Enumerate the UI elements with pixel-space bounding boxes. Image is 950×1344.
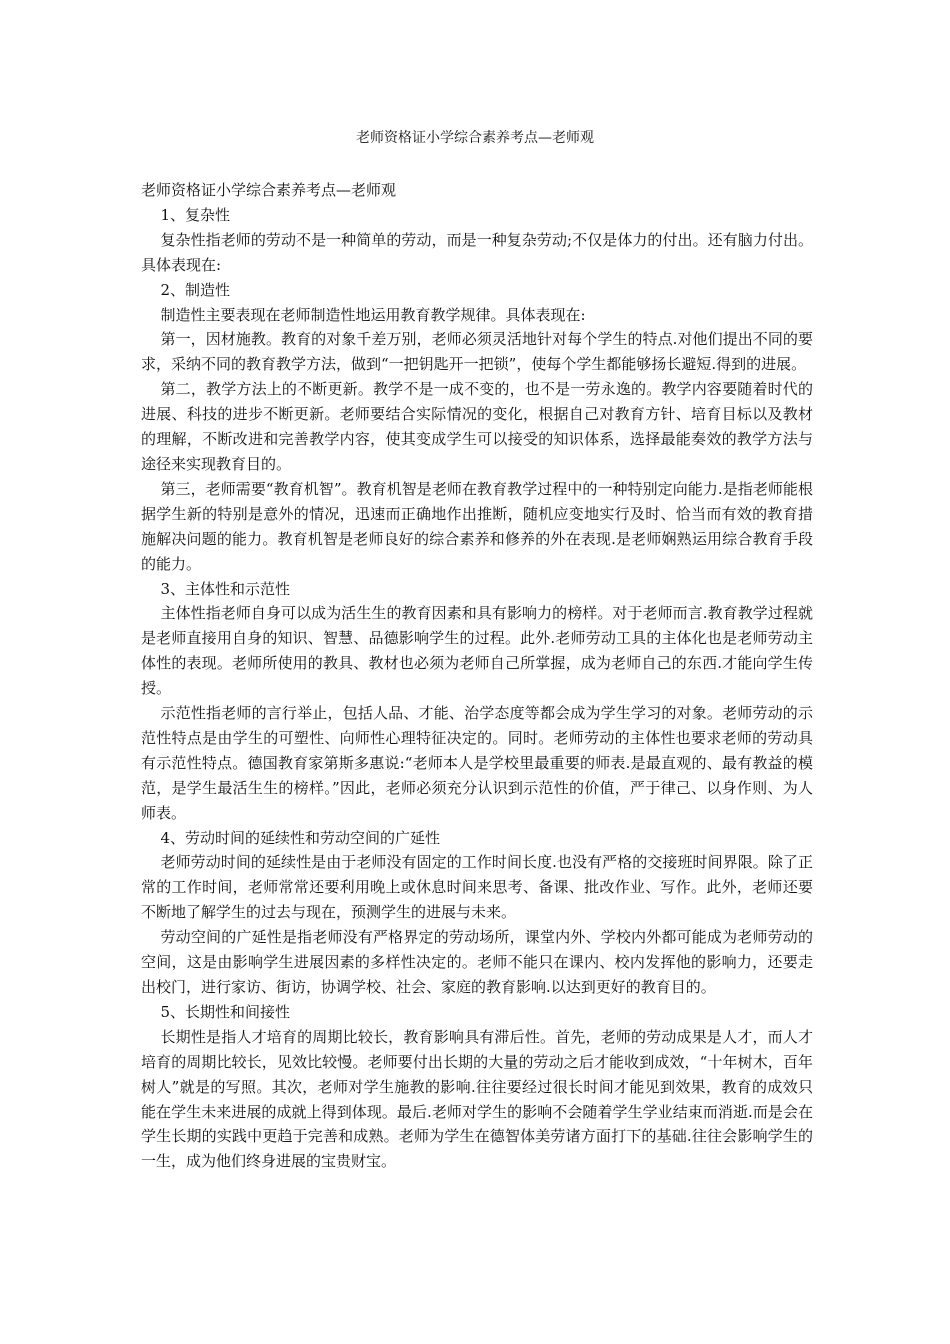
paragraph: 主体性指老师自身可以成为活生生的教育因素和具有影响力的榜样。对于老师而言.教育教学过程就是老师直接用自身的知识、智慧、品德影响学生的过程。此外.老师劳动工具的主体化也是老师劳动主体性的表现。老师所使用的教具、教材也必须为老师自己所掌握，成为老师自己的东西.才能向学生传授。 [141, 604, 813, 698]
paragraph: 第一，因材施教。教育的对象千差万别，老师必须灵活地针对每个学生的特点.对他们提出不同的要求，采纳不同的教育教学方法，做到“一把钥匙开一把锁”，使每个学生都能够扬长避短.得到的进展。 [141, 330, 813, 374]
section-heading-continuity: 4、劳动时间的延续性和劳动空间的广延性 [160, 828, 441, 847]
paragraph: 劳动空间的广延性是指老师没有严格界定的劳动场所，课堂内外、学校内外都可能成为老师劳动的空间，这是由影响学生进展因素的多样性决定的。老师不能只在课内、校内发挥他的影响力，还要走出校门，进行家访、街访，协调学校、社会、家庭的教育影响.以达到更好的教育目的。 [141, 928, 813, 996]
document-title: 老师资格证小学综合素养考点—老师观 [356, 130, 594, 146]
section-heading-subjectivity: 3、主体性和示范性 [160, 579, 291, 598]
document-body [141, 178, 813, 1174]
section-heading-complexity: 1、复杂性 [160, 205, 231, 224]
paragraph: 第二，教学方法上的不断更新。教学不是一成不变的，也不是一劳永逸的。教学内容要随着时代的进展、科技的进步不断更新。老师要结合实际情况的变化，根据自己对教育方针、培育目标以及教材的理解，不断改进和完善教学内容，使其变成学生可以接受的知识体系，选择最能奏效的教学方法与途径来实现教育目的。 [141, 380, 813, 473]
document-subtitle: 老师资格证小学综合素养考点—老师观 [141, 181, 397, 199]
paragraph: 制造性主要表现在老师制造性地运用教育教学规律。具体表现在: [160, 305, 586, 324]
paragraph: 复杂性指老师的劳动不是一种简单的劳动，而是一种复杂劳动;不仅是体力的付出。还有脑力付出。具体表现在: [141, 230, 813, 274]
paragraph: 长期性是指人才培育的周期比较长，教育影响具有滞后性。首先，老师的劳动成果是人才，而人才培育的周期比较长，见效比较慢。老师要付出长期的大量的劳动之后才能收到成效，“十年树木，百年树人”就是的写照。其次，老师对学生施教的影响.往往要经过很长时间才能见到效果，教育的成效只能在学生未来进展的成就上得到体现。最后.老师对学生的影响不会随着学生学业结束而消逝.而是会在学生长期的实践中更趋于完善和成熟。老师为学生在德智体美劳诸方面打下的基础.往往会影响学生的一生，成为他们终身进展的宝贵财宝。 [141, 1027, 813, 1171]
section-heading-creativity: 2、制造性 [160, 280, 231, 299]
section-heading-long-term: 5、长期性和间接性 [160, 1002, 291, 1021]
paragraph: 示范性指老师的言行举止，包括人品、才能、治学态度等都会成为学生学习的对象。老师劳动的示范性特点是由学生的可塑性、向师性心理特征决定的。同时。老师劳动的主体性也要求老师的劳动具有示范性特点。德国教育家第斯多惠说:“老师本人是学校里最重要的师表.是最直观的、最有教益的模范，是学生最活生生的榜样。”因此，老师必须充分认识到示范性的价值，严于律己、以身作则、为人师表。 [141, 704, 813, 822]
paragraph: 老师劳动时间的延续性是由于老师没有固定的工作时间长度.也没有严格的交接班时间界限。除了正常的工作时间，老师常常还要利用晚上或休息时间来思考、备课、批改作业、写作。此外，老师还要不断地了解学生的过去与现在，预测学生的进展与未来。 [141, 853, 813, 922]
paragraph: 第三，老师需要“教育机智”。教育机智是老师在教育教学过程中的一种特别定向能力.是指老师能根据学生新的特别是意外的情况，迅速而正确地作出推断，随机应变地实行及时、恰当而有效的教育措施解决问题的能力。教育机智是老师良好的综合素养和修养的外在表现.是老师娴熟运用综合教育手段的能力。 [141, 479, 813, 573]
